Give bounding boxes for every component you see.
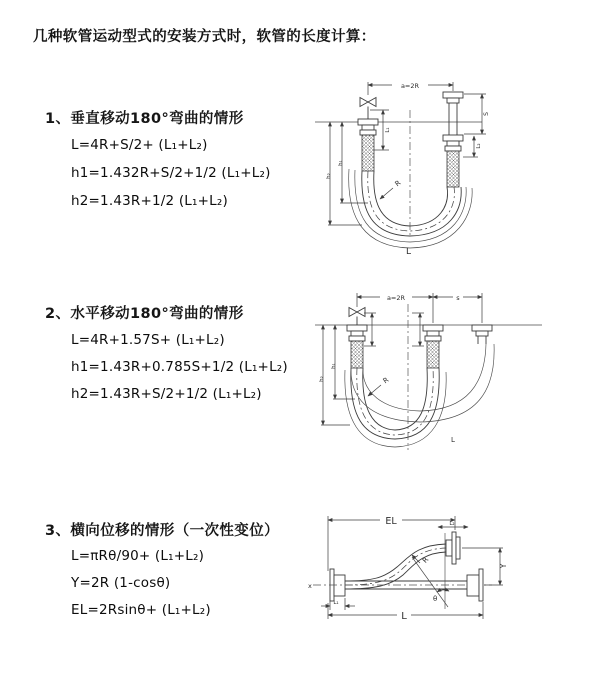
- diagram-horizontal-bend: [310, 282, 600, 460]
- left-flange-fitting: [358, 119, 378, 171]
- middle-flange-fitting: [423, 325, 443, 368]
- dim-label-l: L: [401, 611, 407, 622]
- dim-label-h2: h₂: [326, 173, 332, 179]
- section-3-formula-EL: EL=2Rsinθ+ (L₁+L₂): [71, 602, 211, 618]
- dim-label-h1: h₁: [331, 363, 337, 369]
- length-label: L: [451, 436, 455, 444]
- left-flange-fitting: [347, 325, 367, 368]
- dim-label-l2: L₂: [476, 143, 482, 149]
- displaced-end-flange: [446, 532, 460, 564]
- radius-label: R: [381, 375, 391, 386]
- hose-s-curve: [345, 544, 446, 589]
- section-1-formula-L: L=4R+S/2+ (L₁+L₂): [71, 137, 208, 153]
- dim-label-l2: L₂: [449, 521, 455, 527]
- braided-hose-section: [447, 151, 459, 187]
- section-3-formula-Y: Y=2R (1-cosθ): [71, 575, 171, 591]
- diagram-lateral-displacement: [300, 505, 600, 645]
- dim-label-l1: L₁: [385, 127, 391, 133]
- section-2-formula-L: L=4R+1.57S+ (L₁+L₂): [71, 332, 225, 348]
- dim-label-el: EL: [385, 516, 397, 527]
- section-3-heading: 3、横向位移的情形（一次性变位）: [45, 523, 279, 539]
- section-1-formula-h1: h1=1.432R+S/2+1/2 (L₁+L₂): [71, 165, 271, 181]
- right-flange-fitting: [472, 325, 492, 344]
- section-2-formula-h1: h1=1.43R+0.785S+1/2 (L₁+L₂): [71, 359, 288, 375]
- section-2-heading: 2、水平移动180°弯曲的情形: [45, 306, 244, 322]
- radius-label: R: [421, 555, 431, 565]
- axis-mark-label: x: [308, 582, 312, 590]
- section-1-formula-h2: h2=1.43R+1/2 (L₁+L₂): [71, 193, 228, 209]
- section-3-formula-L: L=πRθ/90+ (L₁+L₂): [71, 548, 205, 564]
- dim-label-y: Y: [499, 563, 508, 569]
- dim-label-h1: h₁: [338, 160, 344, 166]
- page-title: 几种软管运动型式的安装方式时，软管的长度计算：: [33, 29, 376, 45]
- dim-label-a2r: a=2R: [386, 294, 406, 302]
- dim-label-s: s: [456, 294, 460, 302]
- radius-leader: [368, 385, 381, 396]
- dim-label-h2: h₂: [319, 376, 325, 382]
- dim-label-s: S: [483, 112, 490, 116]
- valve-icon: [349, 308, 365, 326]
- dim-label-l1: L₁: [333, 600, 339, 606]
- section-2-formula-h2: h2=1.43R+S/2+1/2 (L₁+L₂): [71, 386, 262, 402]
- section-1-heading: 1、垂直移动180°弯曲的情形: [45, 111, 244, 127]
- dim-label-a2r: a=2R: [400, 82, 420, 90]
- braided-hose-section: [362, 135, 374, 171]
- valve-icon: [360, 98, 376, 120]
- radius-leader: [380, 188, 393, 199]
- right-flange-fitting: [443, 92, 463, 187]
- angle-label: θ: [433, 595, 438, 603]
- length-label: L: [406, 247, 412, 256]
- radius-label: R: [393, 178, 403, 189]
- diagram-vertical-bend: [310, 66, 600, 256]
